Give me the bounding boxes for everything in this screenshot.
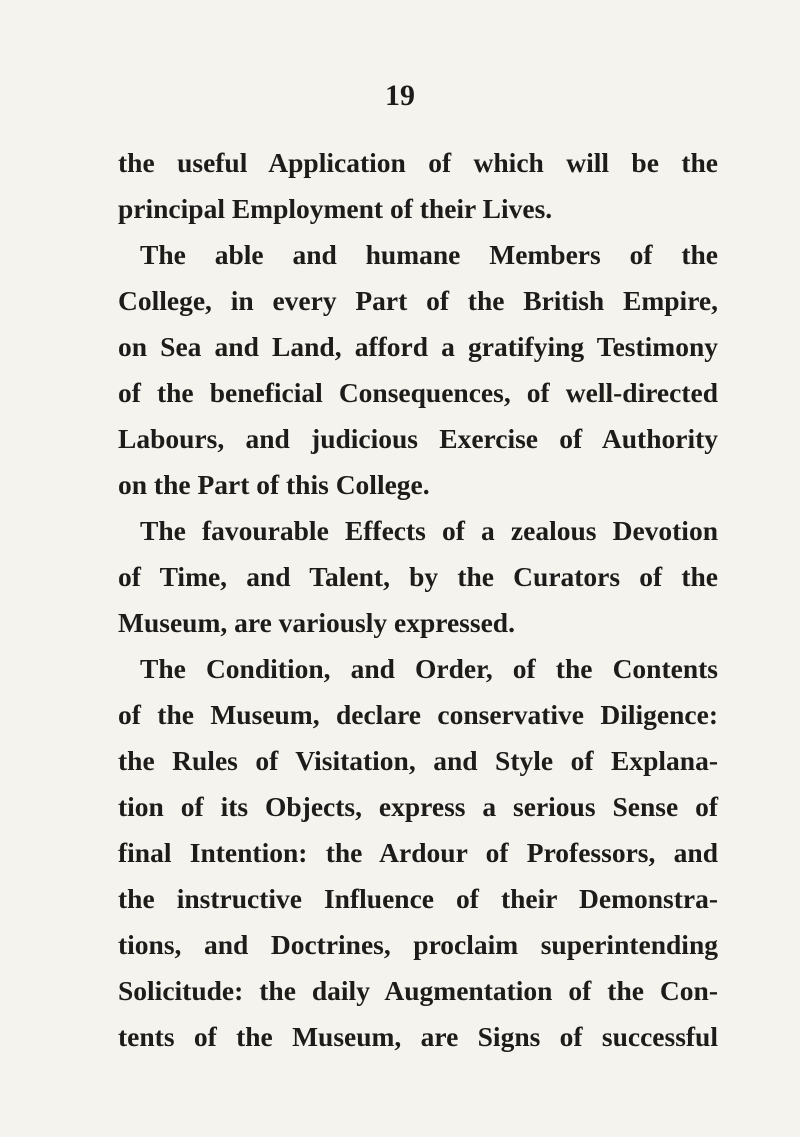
text-line: final Intention: the Ardour of Professors, and [118, 837, 718, 868]
text-line: College, in every Part of the British Empire, [118, 285, 718, 316]
text-line: on Sea and Land, afford a gratifying Testimony [118, 331, 718, 362]
text-line: Labours, and judicious Exercise of Authority [118, 423, 718, 454]
text-line: of the Museum, declare conservative Diligence: [118, 699, 718, 730]
text-line: the useful Application of which will be the [118, 147, 718, 178]
text-line: Museum, are variously expressed. [118, 607, 515, 638]
text-line: tion of its Objects, express a serious Sense of [118, 791, 718, 822]
text-line: on the Part of this College. [118, 469, 430, 500]
text-line: of the beneficial Consequences, of well-directed [118, 377, 718, 408]
text-line: tions, and Doctrines, proclaim superintending [118, 929, 718, 960]
text-line: The able and humane Members of the [140, 239, 718, 270]
page-number: 19 [385, 79, 415, 112]
text-line: tents of the Museum, are Signs of successful [118, 1021, 718, 1052]
text-line: The Condition, and Order, of the Contents [140, 653, 718, 684]
body-text [118, 140, 718, 1060]
text-line: the Rules of Visitation, and Style of Explana- [118, 745, 718, 776]
text-line: the instructive Influence of their Demonstra- [118, 883, 718, 914]
text-line: of Time, and Talent, by the Curators of the [118, 561, 718, 592]
text-line: principal Employment of their Lives. [118, 193, 553, 224]
text-line: Solicitude: the daily Augmentation of the Con- [118, 975, 718, 1006]
text-line: The favourable Effects of a zealous Devotion [140, 515, 718, 546]
